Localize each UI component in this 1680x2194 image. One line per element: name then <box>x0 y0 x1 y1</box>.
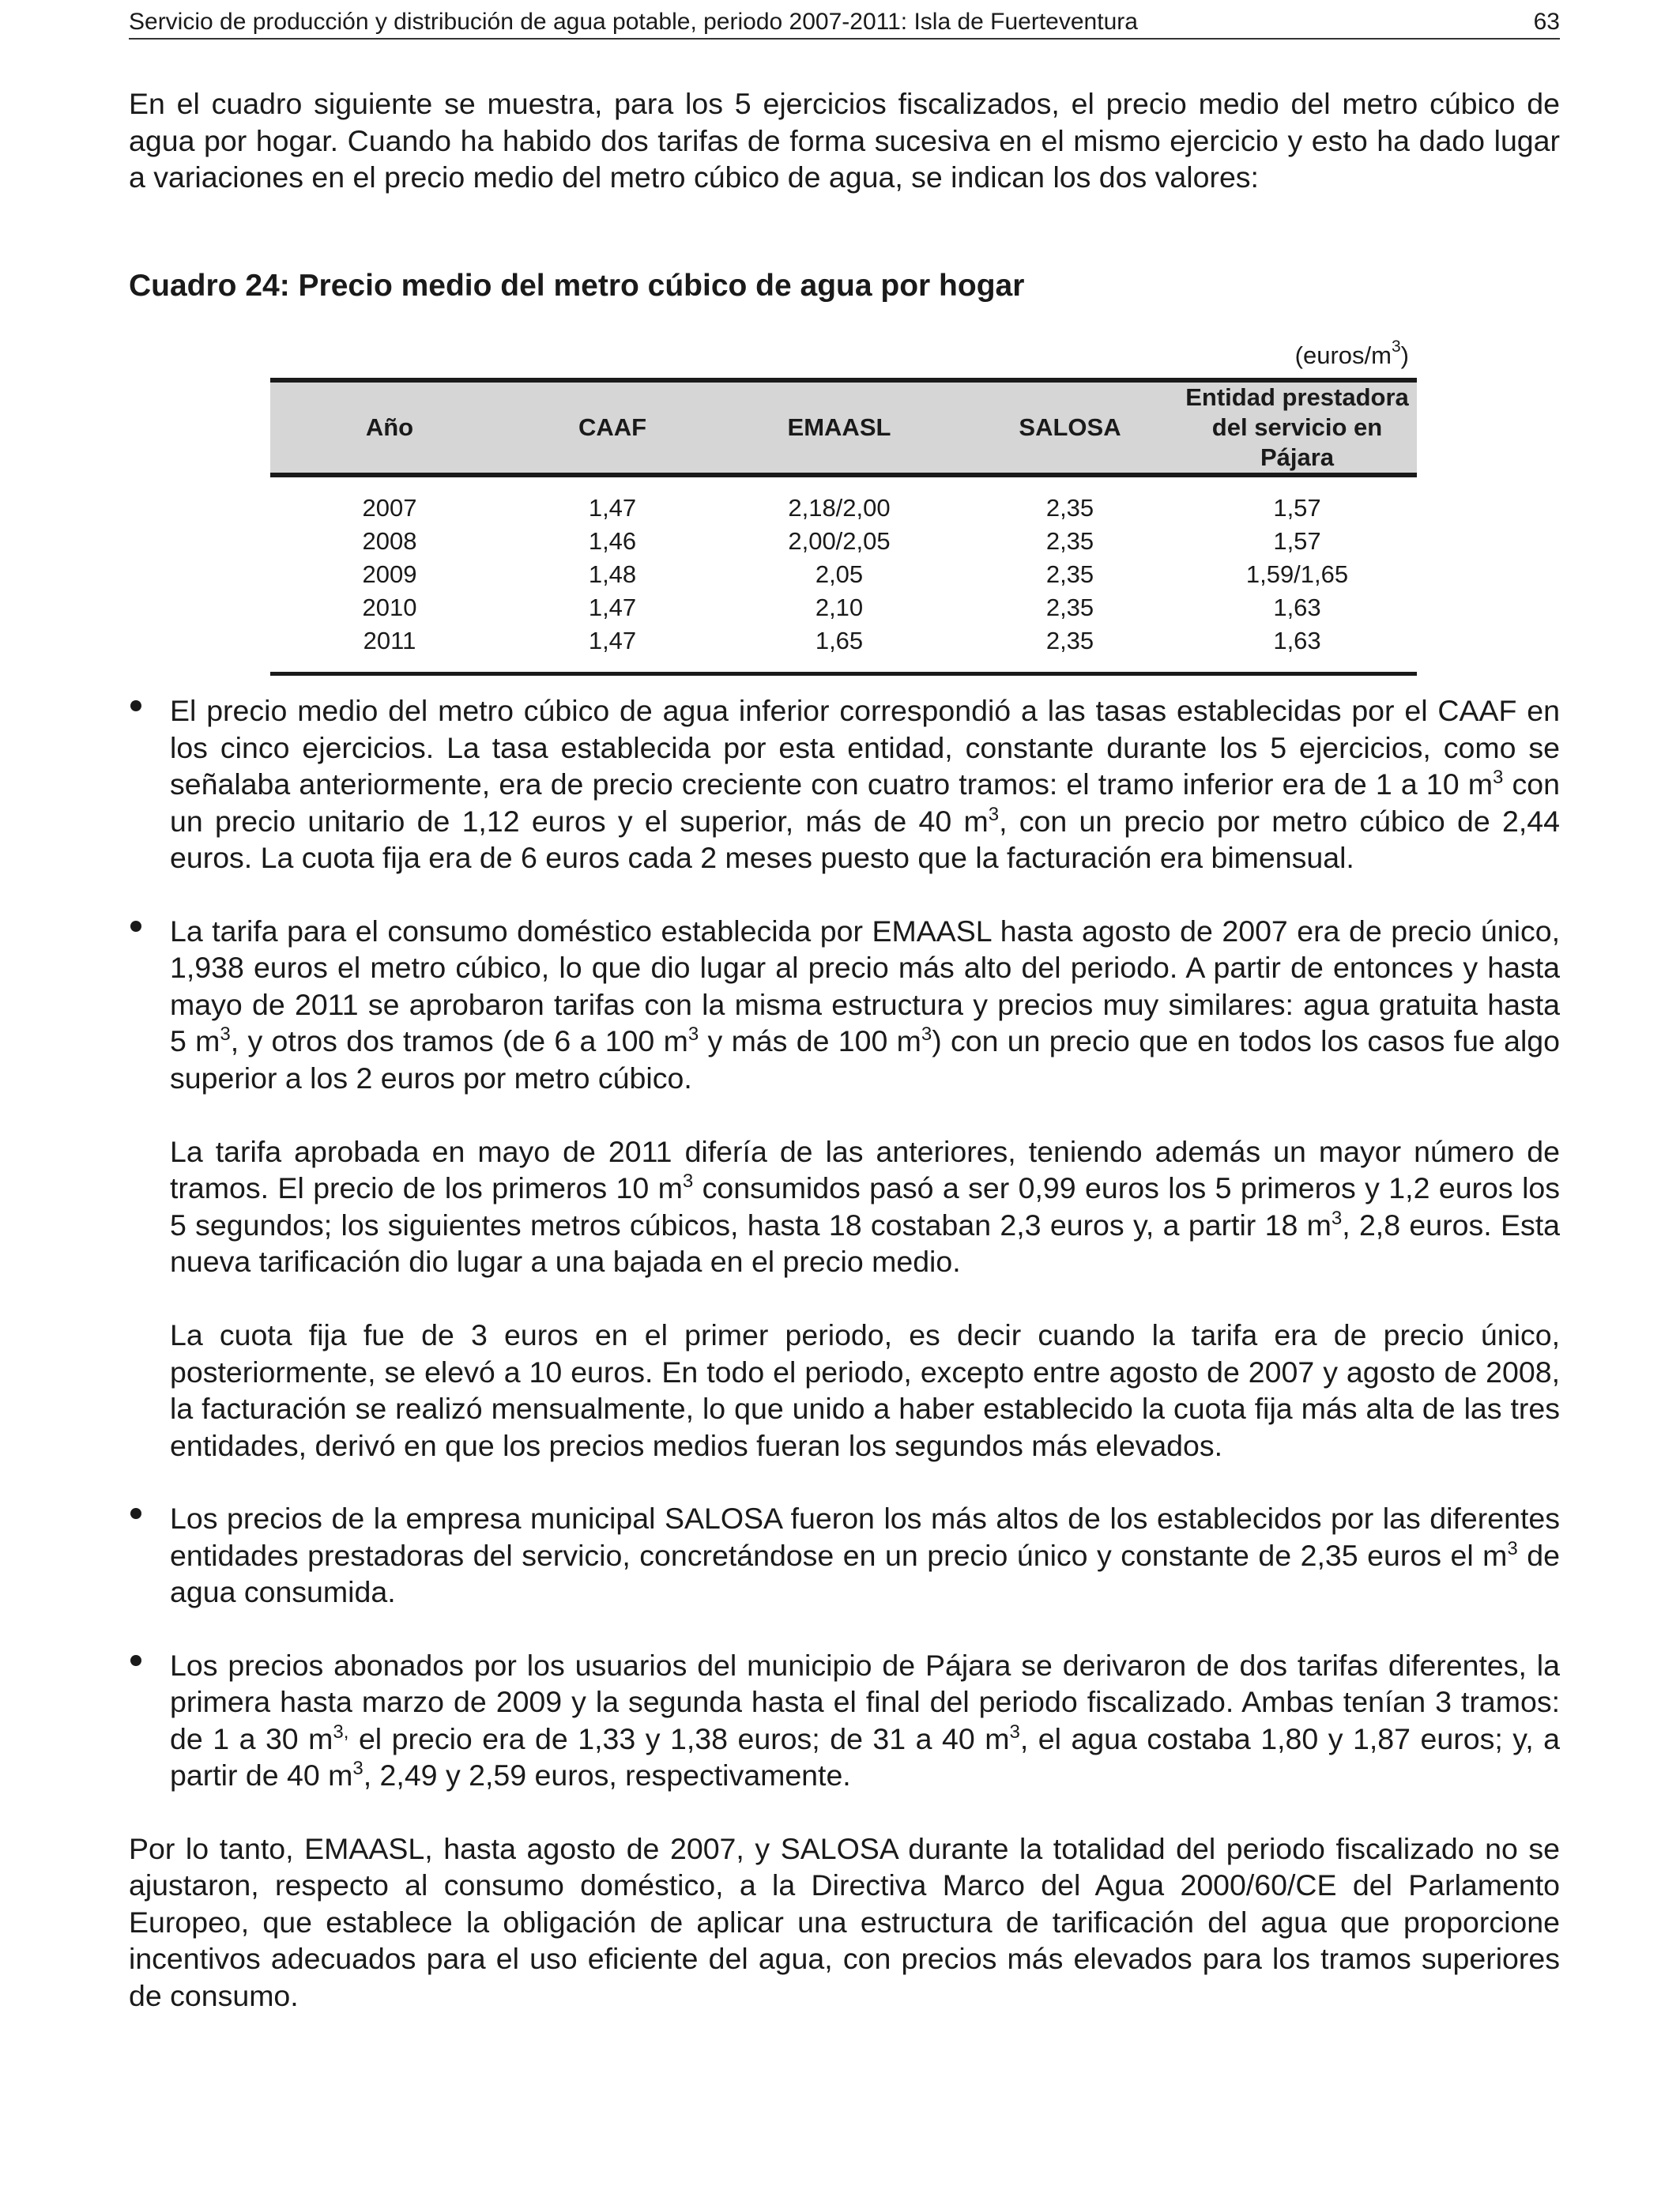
table-row <box>270 591 1417 624</box>
price-table <box>270 378 1417 676</box>
bullet-marker <box>130 921 141 932</box>
cell-pajara: 1,63 <box>1273 594 1321 621</box>
bullet-item-pajara <box>129 1647 1560 1794</box>
cell-pajara: 1,57 <box>1273 494 1321 522</box>
cell-pajara: 1,57 <box>1273 527 1321 555</box>
cell-salosa: 2,35 <box>1045 594 1094 621</box>
cell-emaasl: 1,65 <box>716 624 962 674</box>
cell-emaasl: 2,00/2,05 <box>788 527 891 555</box>
cell-caaf: 1,47 <box>588 594 637 621</box>
column-header-year: Año <box>270 380 509 475</box>
table-row <box>270 624 1417 674</box>
table-title: Cuadro 24: Precio medio del metro cúbico de agua por hogar <box>129 269 1025 303</box>
page-number: 63 <box>1533 9 1560 35</box>
cell-year: 2009 <box>362 560 417 588</box>
bullet-item-emaasl <box>129 913 1560 1465</box>
column-header-caaf: CAAF <box>509 380 716 475</box>
column-header-emaasl: EMAASL <box>716 380 962 475</box>
table-row <box>270 475 1417 525</box>
cell-pajara: 1,59/1,65 <box>1245 560 1349 588</box>
cell-salosa: 2,35 <box>1045 527 1094 555</box>
cell-salosa: 2,35 <box>962 624 1177 674</box>
cell-year: 2011 <box>270 624 509 674</box>
cell-salosa: 2,35 <box>1045 560 1094 588</box>
cell-emaasl: 2,18/2,00 <box>788 494 891 522</box>
closing-paragraph: Por lo tanto, EMAASL, hasta agosto de 2007, y SALOSA durante la totalidad del periodo fiscalizado no se ajustaron, respecto al consumo doméstico, a la Directiva Marco del Agua 2000/60/CE del Parlamento Europeo, que establece la obligación de aplicar una estructura de tarificación del agua que proporcione incentivos adecuados para el uso eficiente del agua, con precios más elevados para los tramos superiores de consumo. <box>129 1831 1560 2012</box>
bullet-subparagraph: La tarifa aprobada en mayo de 2011 difería de las anteriores, teniendo además un mayor número de tramos. El precio de los primeros 10 $m^3$ consumidos pasó a ser 0,99 euros los 5 primeros y 1,2 euros los 5 segundos; los siguientes metros cúbicos, hasta 18 costaban 2,3 euros y, a partir 18 $m^3$, 2,8 euros. Esta nueva tarificación dio lugar a una bajada en el precio medio. <box>170 1134 1561 1278</box>
table-row <box>270 558 1417 591</box>
cell-pajara: 1,63 <box>1177 624 1417 674</box>
column-header-entidad: Entidad prestadora del servicio en Pájara <box>1177 380 1417 475</box>
cell-year: 2007 <box>362 494 417 522</box>
table-row <box>270 525 1417 558</box>
bullet-list <box>129 692 1560 2014</box>
bullet-text: Los precios abonados por los usuarios del municipio de Pájara se derivaron de dos tarifas diferentes, la primera hasta marzo de 2009 y la segunda hasta el final del periodo fiscalizado. Ambas tenían 3 tramos: de 1 a 30 $m^{3,}$ el precio era de 1,33 y 1,38 euros; de 31 a 40 $m^3$, el agua costaba 1,80 y 1,87 euros; y, a partir de 40 $m^3$, 2,49 y 2,59 euros, respectivamente. <box>170 1648 1560 1792</box>
bullet-marker <box>130 1655 141 1666</box>
cell-caaf: 1,48 <box>588 560 637 588</box>
bullet-marker <box>130 700 141 711</box>
column-header-salosa: SALOSA <box>962 380 1177 475</box>
cell-caaf: 1,46 <box>588 527 637 555</box>
bullet-text: Los precios de la empresa municipal SALOSA fueron los más altos de los establecidos por las diferentes entidades prestadoras del servicio, concretándose en un precio único y constante de 2,35 euros el $m^3$ de agua consumida. <box>170 1502 1560 1608</box>
cell-emaasl: 2,05 <box>815 560 864 588</box>
cell-caaf: 1,47 <box>509 624 716 674</box>
cell-emaasl: 2,10 <box>815 594 864 621</box>
cell-year: 2010 <box>362 594 417 621</box>
bullet-text: La tarifa para el consumo doméstico establecida por EMAASL hasta agosto de 2007 era de precio único, 1,938 euros el metro cúbico, lo que dio lugar al precio más alto del periodo. A partir de entonces y hasta mayo de 2011 se aprobaron tarifas con la misma estructura y precios muy similares: agua gratuita hasta 5 $m^3$, y otros dos tramos (de 6 a 100 $m^3$ y más de 100 $m^3$) con un precio que en todos los casos fue algo superior a los 2 euros por metro cúbico. <box>170 914 1560 1095</box>
running-header <box>129 5 1560 40</box>
intro-paragraph: En el cuadro siguiente se muestra, para los 5 ejercicios fiscalizados, el precio medio del metro cúbico de agua por hogar. Cuando ha habido dos tarifas de forma sucesiva en el mismo ejercicio y esto ha dado lugar a variaciones en el precio medio del metro cúbico de agua, se indican los dos valores: <box>129 87 1560 194</box>
cell-year: 2008 <box>362 527 417 555</box>
bullet-subparagraph: La cuota fija fue de 3 euros en el primer periodo, es decir cuando la tarifa era de precio único, posteriormente, se elevó a 10 euros. En todo el periodo, excepto entre agosto de 2007 y agosto de 2008, la facturación se realizó mensualmente, lo que unido a haber establecido la cuota fija más alta de las tres entidades, derivó en que los precios medios fueran los segundos más elevados. <box>170 1318 1560 1462</box>
bullet-item-caaf <box>129 692 1560 876</box>
table-units: $(euros/m^3)$ <box>1294 337 1409 369</box>
running-title: Servicio de producción y distribución de agua potable, periodo 2007-2011: Isla de Fuerteventura <box>129 9 1138 35</box>
bullet-text: El precio medio del metro cúbico de agua inferior correspondió a las tasas establecidas por el CAAF en los cinco ejercicios. La tasa establecida por esta entidad, constante durante los 5 ejercicios, como se señalaba anteriormente, era de precio creciente con cuatro tramos: el tramo inferior era de 1 a 10 $m^3$ con un precio unitario de 1,12 euros y el superior, más de 40 $m^3$, con un precio por metro cúbico de 2,44 euros. La cuota fija era de 6 euros cada 2 meses puesto que la facturación era bimensual. <box>170 694 1560 874</box>
cell-salosa: 2,35 <box>1045 494 1094 522</box>
bullet-marker <box>130 1508 141 1519</box>
cell-caaf: 1,47 <box>588 494 637 522</box>
bullet-item-salosa <box>129 1500 1560 1611</box>
table-header-row <box>270 380 1417 475</box>
